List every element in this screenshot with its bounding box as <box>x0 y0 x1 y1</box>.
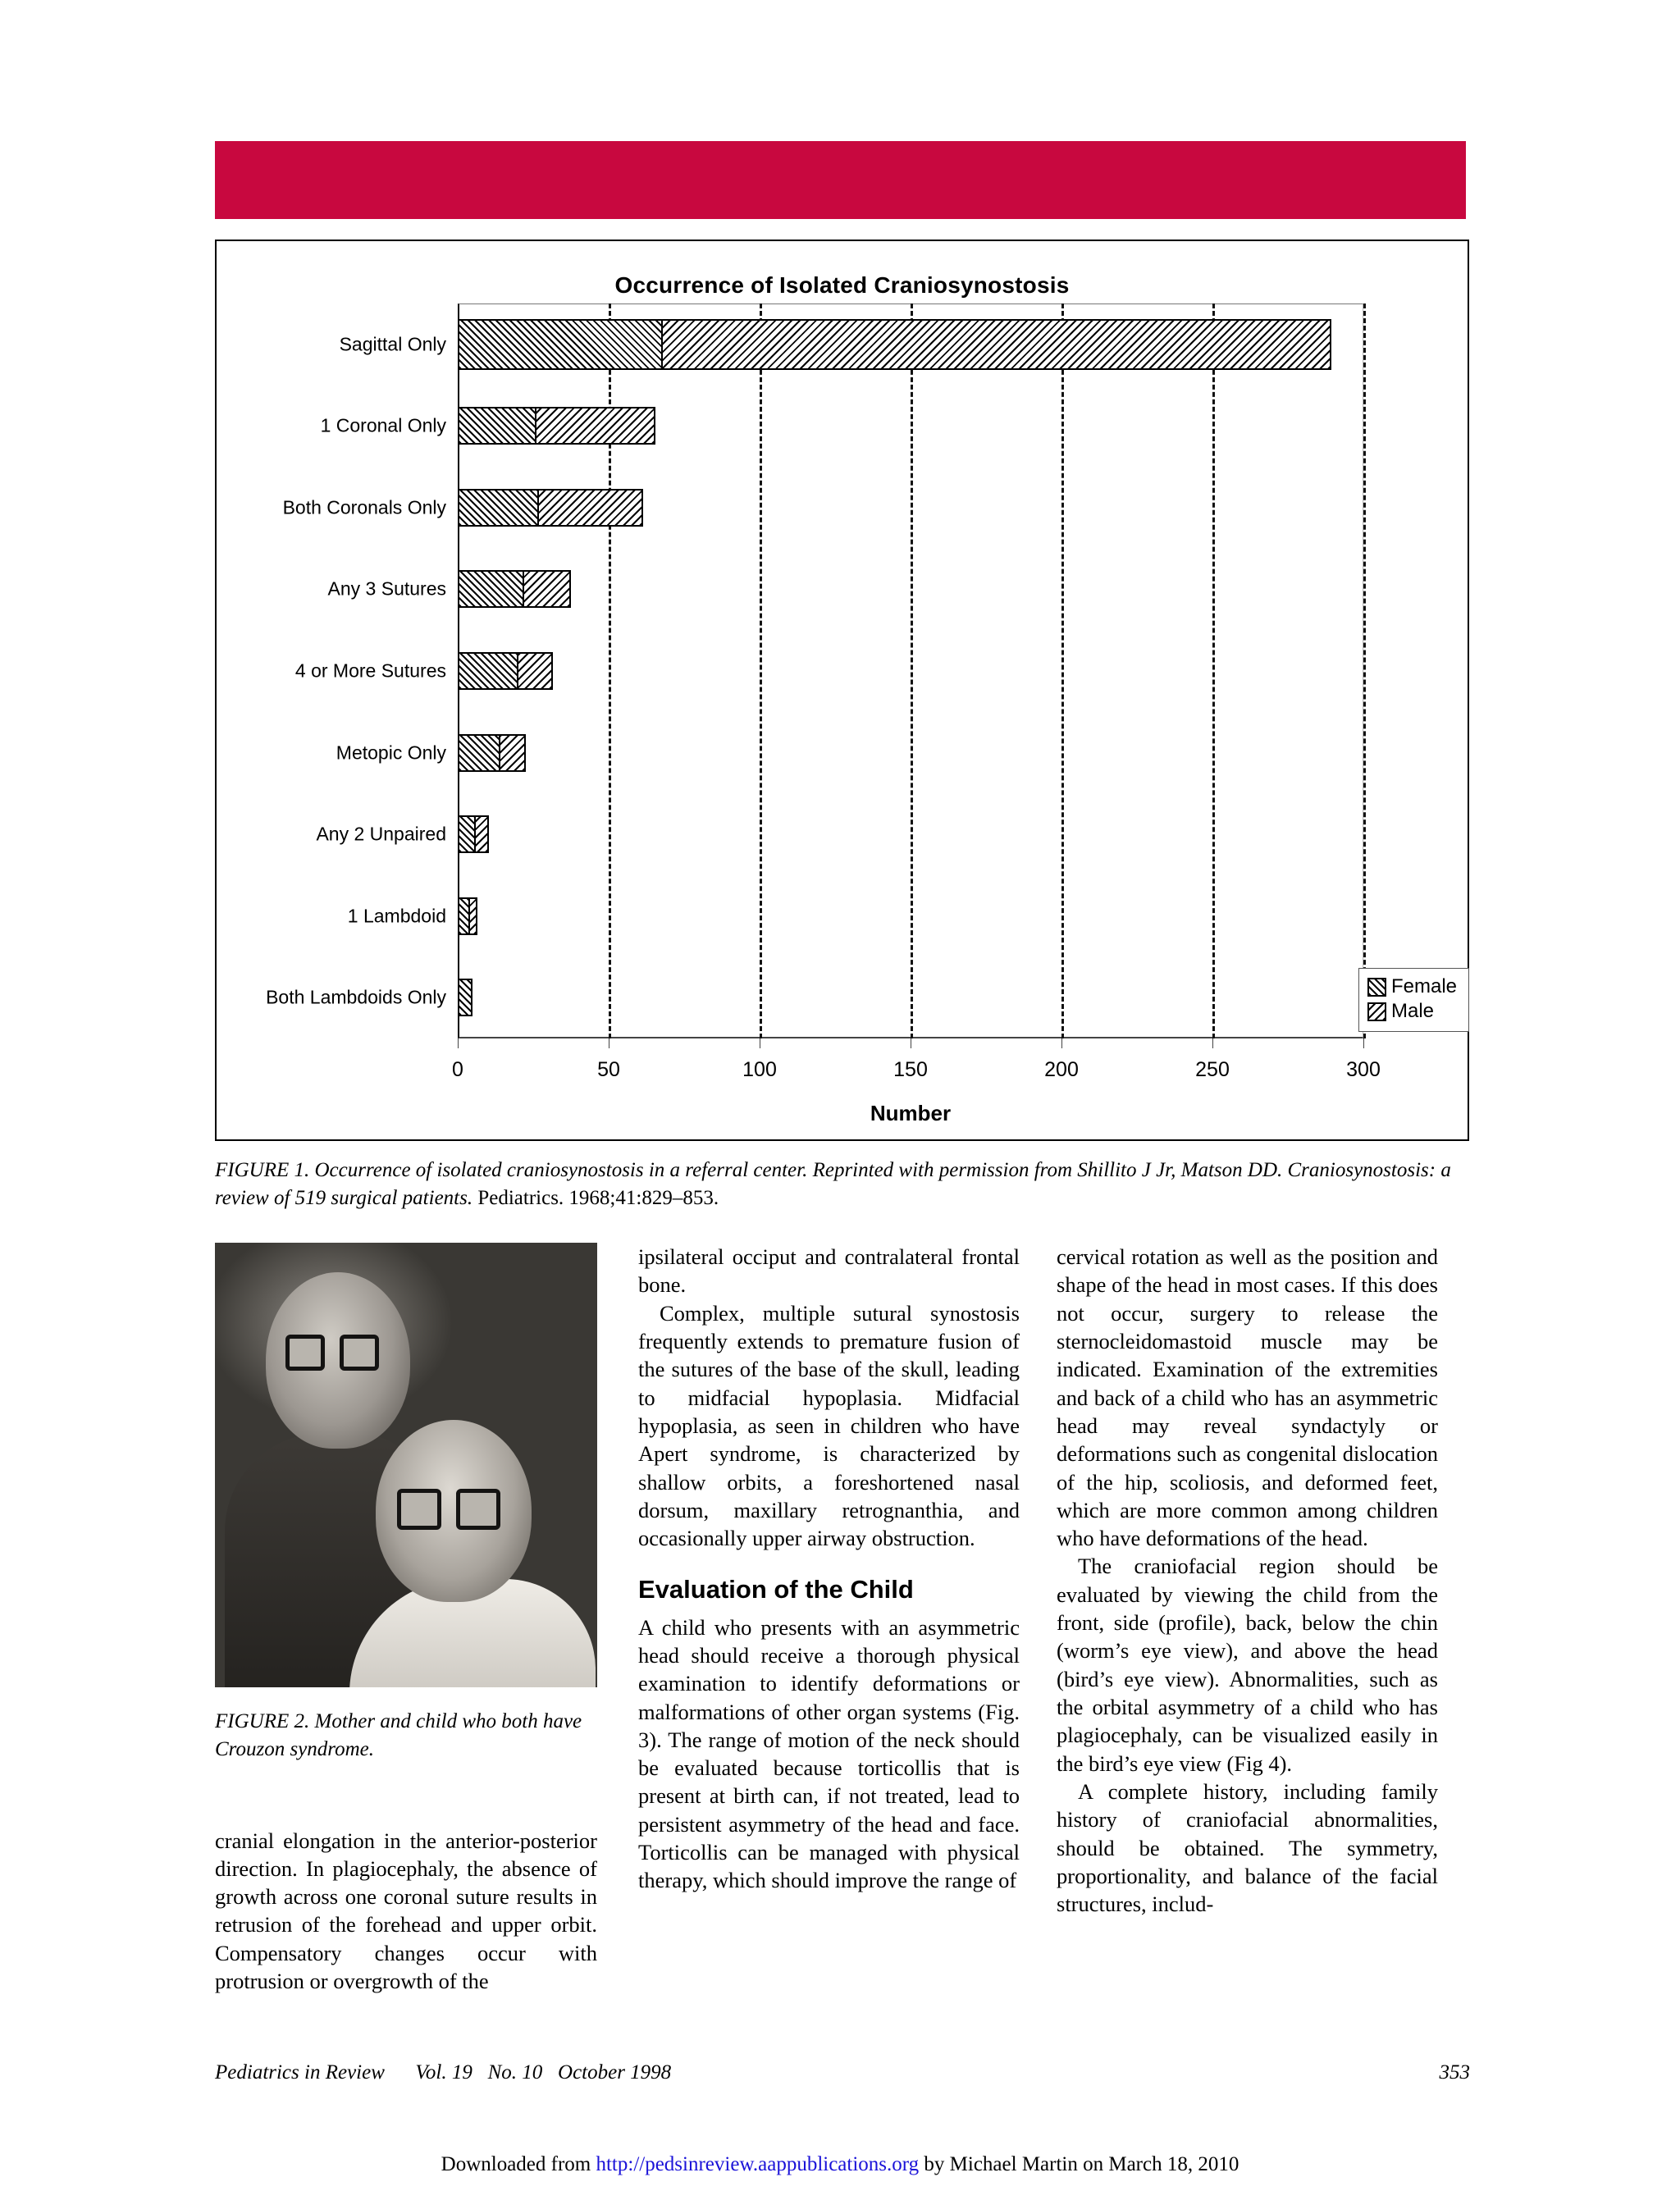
legend-item-male <box>1367 999 1457 1024</box>
chart-legend <box>1358 968 1469 1032</box>
figure-2-photograph <box>215 1243 597 1687</box>
category-label: Sagittal Only <box>339 333 446 355</box>
chart-title: Occurrence of Isolated Craniosynostosis <box>614 272 1070 298</box>
category-label: Both Coronals Only <box>282 496 446 518</box>
x-tick-label: 100 <box>742 1058 777 1081</box>
paragraph: cervical rotation as well as the position and shape of the head in most cases. If this does not occur, surgery to release the sternocleidomastoid muscle may be indicated. Examination of the extremities and back of a child who has an asymmetric head may reveal syndactyly or deformations such as congenital dislocation of the hip, scoliosis, and deformed feet, which are more common among children who have deformations of the head. <box>1057 1244 1438 1551</box>
section-heading-evaluation: Evaluation of the Child <box>638 1575 914 1604</box>
bar <box>458 734 524 772</box>
category-label: 4 or More Sutures <box>294 660 446 682</box>
figure-2-caption: FIGURE 2. Mother and child who both have Crouzon syndrome. <box>215 1710 582 1760</box>
x-tick-label: 0 <box>452 1058 463 1081</box>
bar-segment-female <box>458 815 476 853</box>
category-label: 1 Lambdoid <box>347 905 446 927</box>
bar-segment-female <box>458 570 524 608</box>
photo-child-glasses-right-icon <box>456 1489 500 1530</box>
column-1-text <box>215 1805 597 2017</box>
bar-segment-male <box>535 407 655 445</box>
photo-child-glasses-left-icon <box>397 1489 441 1530</box>
bar-segment-female <box>458 407 536 445</box>
download-notice <box>0 2153 1680 2176</box>
x-tick <box>458 1038 459 1048</box>
gridline <box>1363 304 1366 1038</box>
bar-segment-male <box>537 489 643 527</box>
paragraph: cranial elongation in the anterior-posterior direction. In plagiocephaly, the absence of growth across one coronal suture results in retrusion of the forehead and upper orbit. Compensatory changes occur with protrusion or overgrowth of the <box>215 1828 597 1994</box>
column-2 <box>638 1243 1020 1895</box>
figure-1-caption-source: Pediatrics. 1968;41:829–853. <box>472 1186 719 1209</box>
bar <box>458 979 471 1016</box>
figure-1-caption-italic: FIGURE 1. Occurrence of isolated craniosynostosis in a referral center. Reprinted with permission from Shillito J Jr, Matson DD. Craniosynostosis: a review of 519 surgical patients. <box>215 1159 1451 1209</box>
gridline <box>1212 304 1215 1038</box>
x-axis-title: Number <box>870 1101 952 1125</box>
x-tick <box>1212 1038 1213 1048</box>
x-tick-label: 250 <box>1195 1058 1230 1081</box>
x-tick-label: 300 <box>1346 1058 1381 1081</box>
bar-segment-male <box>474 815 489 853</box>
bar-segment-female <box>458 652 518 690</box>
download-suffix: by Michael Martin on March 18, 2010 <box>919 2153 1239 2175</box>
figure-1-caption <box>215 1157 1470 1212</box>
bar <box>458 319 1330 370</box>
bar-segment-female <box>458 979 472 1016</box>
legend-label-female: Female <box>1391 975 1458 997</box>
bar <box>458 815 487 853</box>
bar <box>458 489 641 527</box>
photo-adult-glasses-right-icon <box>340 1335 379 1371</box>
x-tick-label: 150 <box>893 1058 928 1081</box>
bar-segment-male <box>517 652 553 690</box>
x-tick <box>1363 1038 1364 1048</box>
header-color-band <box>215 141 1466 219</box>
bar-segment-male <box>523 570 571 608</box>
download-link[interactable]: http://pedsinreview.aappublications.org <box>596 2153 920 2175</box>
footer-volume: Vol. 19 No. 10 October 1998 <box>415 2061 672 2083</box>
bar-segment-female <box>458 489 539 527</box>
bar-segment-female <box>458 319 663 370</box>
gridline <box>911 304 913 1038</box>
category-label: 1 Coronal Only <box>320 414 446 436</box>
bar <box>458 897 476 935</box>
footer-page-number: 353 <box>1439 2061 1470 2083</box>
x-tick-label: 50 <box>597 1058 620 1081</box>
bar-segment-male <box>468 897 477 935</box>
female-swatch-icon <box>1367 978 1386 997</box>
paragraph: Complex, multiple sutural synostosis frequently extends to premature fusion of the sutures of the base of the skull, leading to midfacial hypoplasia. Midfacial hypoplasia, as seen in children who have Apert syndrome, is characterized by shallow orbits, a foreshortened nasal dorsum, maxillary retrognanthia, and occasionally upper airway obstruction. <box>638 1300 1020 1551</box>
gridline <box>1061 304 1064 1038</box>
paragraph: The craniofacial region should be evaluated by viewing the child from the front, side (profile), back, below the chin (worm’s eye view), and above the head (bird’s eye view). Abnormalities, such as the orbital asymmetry of a child who has plagiocephaly, can be visualized easily in the bird’s eye view (Fig 4). <box>1057 1554 1438 1776</box>
photo-adult-glasses-left-icon <box>285 1335 325 1371</box>
gridline <box>760 304 762 1038</box>
chart-plot-area <box>266 304 1381 1125</box>
paragraph: ipsilateral occiput and contralateral frontal bone. <box>638 1244 1020 1298</box>
bar-segment-male <box>661 319 1331 370</box>
male-swatch-icon <box>1367 1002 1386 1021</box>
legend-label-male: Male <box>1391 1000 1435 1022</box>
paragraph: A complete history, including family history of craniofacial abnormalities, should be obtained. The symmetry, proportionality, and balance of the facial structures, includ- <box>1057 1778 1438 1917</box>
bar <box>458 652 551 690</box>
paragraph: A child who presents with an asymmetric head should receive a thorough physical examination to identify deformations or malformations of other organ systems (Fig. 3). The range of motion of the neck should be evaluated because torticollis that is present at birth can, if not treated, lead to persistent asymmetry of the head and face. Torticollis can be managed with physical therapy, which should improve the range of <box>638 1614 1020 1893</box>
bar-segment-female <box>458 734 500 772</box>
figure-1-container <box>215 240 1469 1141</box>
legend-item-female <box>1367 974 1457 999</box>
bar <box>458 570 569 608</box>
column-3 <box>1057 1243 1438 1919</box>
footer-journal-name: Pediatrics in Review <box>215 2061 385 2083</box>
category-label: Any 2 Unpaired <box>316 823 446 845</box>
category-label: Metopic Only <box>336 742 446 764</box>
category-label: Any 3 Sutures <box>327 577 446 600</box>
bar-segment-male <box>499 734 526 772</box>
bar <box>458 407 654 445</box>
footer-journal-line <box>215 2061 671 2084</box>
x-tick-label: 200 <box>1044 1058 1079 1081</box>
download-prefix: Downloaded from <box>441 2153 596 2175</box>
category-label: Both Lambdoids Only <box>266 986 446 1008</box>
x-tick <box>1061 1038 1062 1048</box>
